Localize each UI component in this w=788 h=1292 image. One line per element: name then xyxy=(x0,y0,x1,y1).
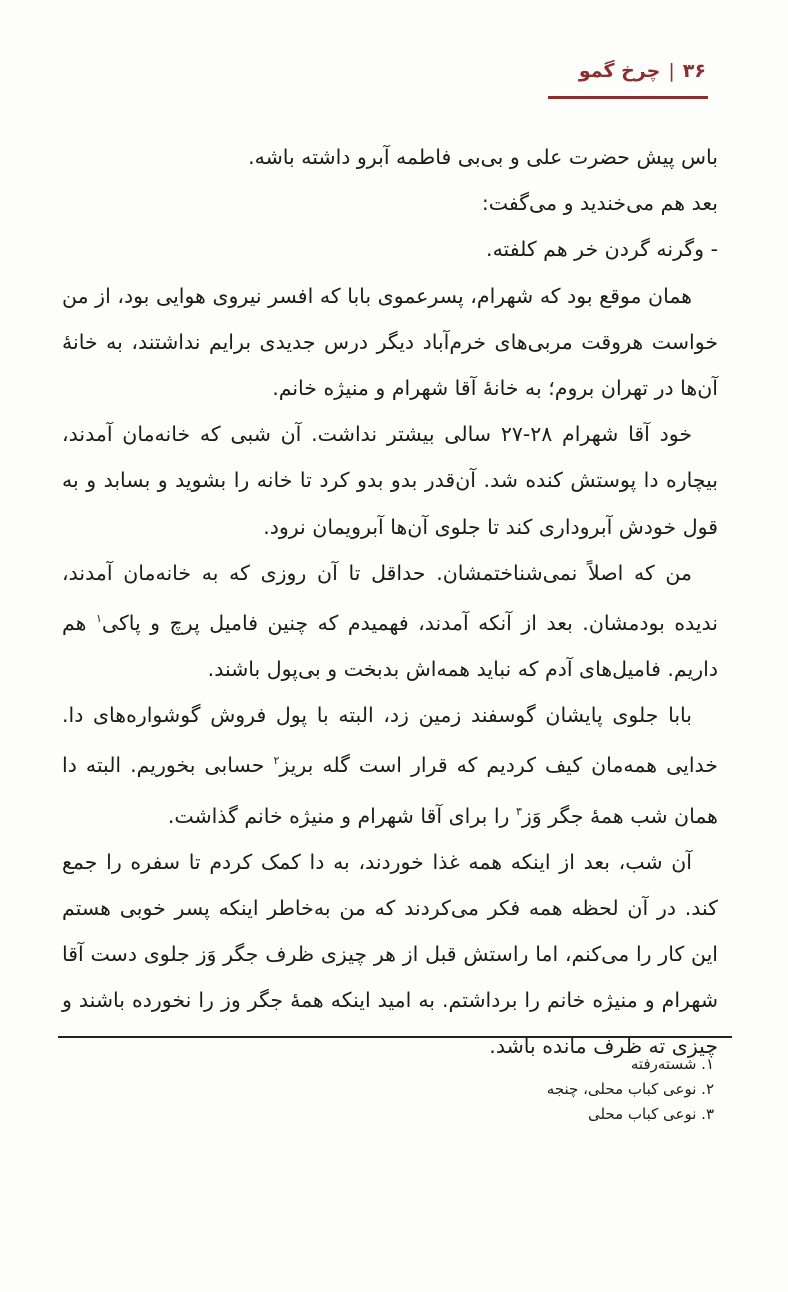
paragraph-7-text-c: را برای آقا شهرام و منیژه خانم گذاشت. xyxy=(167,803,516,828)
footnote-divider xyxy=(58,1036,732,1038)
paragraph-4: همان موقع بود که شهرام، پسرعموی بابا که افسر نیروی هوایی بود، از من خواست هروقت مربی‌های خرم‌آباد دیگر درس جدیدی برایم نداشتند، به خانهٔ آن‌ها در تهران بروم؛ به خانهٔ آقا شهرام و منیژه خانم. xyxy=(62,283,718,401)
paragraph-6-text-b: هم داریم. فامیل‌های آدم که نباید همه‌اش بدبخت و بی‌پول باشند. xyxy=(62,610,718,682)
paragraph-6-text-a: من که اصلاً نمی‌شناختمشان. حداقل تا آن روزی که به خانه‌مان آمدند، ندیده بودمشان. بعد از آنکه آمدند، فهمیدم که چنین فامیل پرچ و پاکی xyxy=(62,560,718,635)
header-separator: | xyxy=(668,60,675,82)
paragraph-3: - وگرنه گردن خر هم کلفته. xyxy=(486,237,718,262)
paragraph-7 xyxy=(62,692,718,838)
paragraph-5: خود آقا شهرام ۲۸-۲۷ سالی بیشتر نداشت. آن شبی که خانه‌مان آمدند، بیچاره دا پوستش کنده شد. آن‌قدر بدو بدو کرد تا خانه را بشوید و بسابد و به قول خودش آبروداری کند تا جلوی آن‌ها آبرویمان نرود. xyxy=(62,422,718,539)
footnote-3: ۳. نوعی کباب محلی xyxy=(587,1105,714,1123)
page-number: ۳۶ xyxy=(682,60,706,82)
book-title: چرخ گمو xyxy=(578,60,661,82)
header-underline xyxy=(548,96,708,99)
paragraph-7-text-a: بابا جلوی پایشان گوسفند زمین زد، البته با پول فروش گوشواره‌های دا. خدایی همه‌مان کیف کردیم که قرار است گله بریز xyxy=(62,703,718,778)
footnote-ref-1: ۱ xyxy=(95,612,102,626)
paragraph-7-text-b: حسابی بخوریم. البته دا همان شب همهٔ جگر وَز xyxy=(62,753,718,828)
footnotes xyxy=(64,1052,714,1127)
footnote-ref-2: ۲ xyxy=(273,754,280,768)
paragraph-2: بعد هم می‌خندید و می‌گفت: xyxy=(481,191,718,216)
footnote-2: ۲. نوعی کباب محلی، چنجه xyxy=(546,1080,714,1098)
body-text xyxy=(62,134,718,1070)
paragraph-6 xyxy=(62,550,718,692)
paragraph-8: آن شب، بعد از اینکه همه غذا خوردند، به دا کمک کردم تا سفره را جمع کند. در آن لحظه همه فکر می‌کردند که من به‌خاطر اینکه پسر خوبی هستم این کار را می‌کنم، اما راستش قبل از هر چیزی ظرف جگر وَز جلوی دست آقا شهرام و منیژه خانم را برداشتم. به امید اینکه همهٔ جگر وز را نخورده باشند و چیزی ته ظرف مانده باشد. xyxy=(62,849,718,1059)
footnote-ref-3: ۳ xyxy=(515,804,522,818)
paragraph-1: باس پیش حضرت علی و بی‌بی فاطمه آبرو داشته باشه. xyxy=(248,145,718,169)
footnote-1: ۱. شسته‌رفته xyxy=(630,1055,714,1073)
running-header xyxy=(579,60,706,82)
